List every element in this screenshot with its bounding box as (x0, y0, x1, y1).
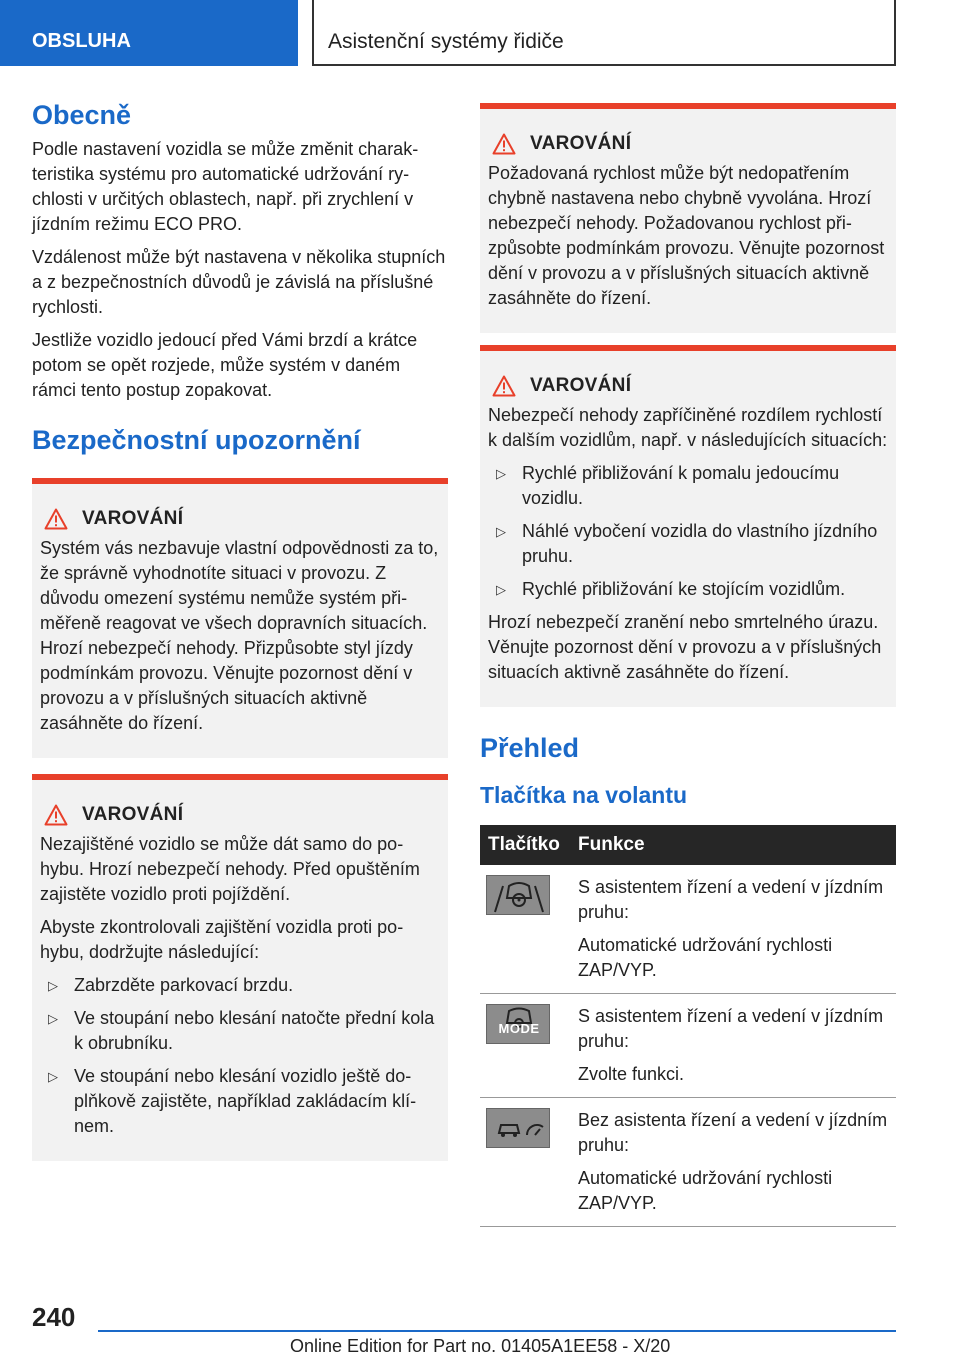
table-row (480, 865, 896, 994)
buttons-table (480, 825, 896, 1227)
function-text: Zvolte funkci. (578, 1064, 685, 1084)
page-number: 240 (32, 1302, 76, 1332)
bullet-triangle-icon: ▷ (48, 1011, 58, 1026)
warning-triangle-icon (44, 508, 68, 530)
left-column (32, 100, 448, 1161)
chapter-title: Asistenční systémy řidiče (312, 0, 896, 66)
warning-text: Abyste zkontrolovali zajištění vozidla proti pohybu, dodržujte následující: (40, 917, 404, 962)
column-header-function: Funkce (570, 825, 896, 865)
warning-triangle-icon (492, 133, 516, 155)
list-item: ▷ Ve stoupání nebo klesání vozidlo ještě doplňkově zajistěte, například zakládacím klínem. (40, 1064, 440, 1139)
bullet-list (40, 973, 440, 1139)
mode-icon-label: MODE (498, 1021, 540, 1036)
function-text: S asistentem řízení a vedení v jízdním pruhu: (578, 1006, 884, 1051)
function-text: Automatické udržování rychlosti ZAP/VYP. (578, 1168, 833, 1213)
warning-label: VAROVÁNÍ (530, 375, 632, 396)
warning-box (480, 345, 896, 707)
warning-triangle-icon (44, 804, 68, 826)
steering-assist-button-icon (486, 875, 550, 915)
heading-safety: Bezpečnostní upozornění (32, 425, 361, 455)
warning-label: VAROVÁNÍ (82, 804, 184, 825)
table-row (480, 1098, 896, 1227)
mode-button-icon (486, 1004, 550, 1044)
warning-label: VAROVÁNÍ (530, 133, 632, 154)
warning-text: Nezajištěné vozidlo se může dát samo do pohybu. Hrozí nebezpečí nehody. Před opuštěním zajistěte vozidlo proti pojíždění. (40, 834, 420, 904)
edition-text: Online Edition for Part no. 01405A1EE58 - X/20 (290, 1336, 671, 1356)
page-header (0, 0, 960, 66)
warning-box (32, 774, 448, 1161)
function-text: Automatické udržování rychlosti ZAP/VYP. (578, 935, 833, 980)
footer-divider (98, 1330, 896, 1332)
paragraph: Podle nastavení vozidla se může změnit charakteristika systému pro automatické udržování rychlosti v určitých oblastech, např. při zrychlení v jízdním režimu ECO PRO. (32, 139, 419, 234)
bullet-triangle-icon: ▷ (48, 1069, 58, 1084)
warning-box (32, 478, 448, 758)
warning-box (480, 103, 896, 333)
paragraph: Vzdálenost může být nastavena v několika stupních a z bezpečnostních důvodů je závislá na příslušné rychlosti. (32, 247, 446, 317)
heading-general: Obecně (32, 100, 132, 130)
bullet-triangle-icon: ▷ (496, 466, 506, 481)
function-text: S asistentem řízení a vedení v jízdním pruhu: (578, 877, 884, 922)
bullet-list (488, 461, 888, 602)
paragraph: Jestliže vozidlo jedoucí před Vámi brzdí a krátce potom se opět rozjede, může systém v daném rámci tento postup zopakovat. (32, 330, 418, 400)
warning-text: Požadovaná rychlost může být nedopatřením chybně nastavena nebo chybně vyvolána. Hrozí nebezpečí nehody. Požadovanou rychlost přizpůsobte podmínkám provozu. Věnujte pozornost dění v provozu a v příslušných situacích aktivně zasáhněte do řízení. (488, 163, 885, 308)
list-item: ▷ Náhlé vybočení vozidla do vlastního jízdního pruhu. (488, 519, 888, 569)
warning-text: Systém vás nezbavuje vlastní odpovědnosti za to, že správně vyhodnotíte situaci v provozu. Z důvodu omezení systému nemůže systém přiměřeně reagovat ve všech dopravních situacích. Hrozí nebezpečí nehody. Přizpůsobte styl jízdy podmínkám provozu. Věnujte pozornost dění v provozu a v příslušných situacích aktivně zasáhněte do řízení. (40, 538, 439, 733)
warning-text: Nebezpečí nehody zapříčiněné rozdílem rychlostí k dalším vozidlům, např. v následujících situacích: (488, 405, 888, 450)
list-item: ▷ Ve stoupání nebo klesání natočte přední kola k obrubníku. (40, 1006, 440, 1056)
warning-label: VAROVÁNÍ (82, 508, 184, 529)
bullet-triangle-icon: ▷ (496, 582, 506, 597)
list-item: ▷ Zabrzděte parkovací brzdu. (40, 973, 440, 998)
warning-triangle-icon (492, 375, 516, 397)
heading-steering-buttons: Tlačítka na volantu (480, 782, 688, 808)
right-column (480, 103, 896, 1227)
heading-overview: Přehled (480, 733, 580, 763)
list-item: ▷ Rychlé přibližování ke stojícím vozidlům. (488, 577, 888, 602)
function-text: Bez asistenta řízení a vedení v jízdním pruhu: (578, 1110, 888, 1155)
column-header-button: Tlačítko (480, 825, 570, 865)
cruise-control-button-icon (486, 1108, 550, 1148)
bullet-triangle-icon: ▷ (496, 524, 506, 539)
list-item: ▷ Rychlé přibližování k pomalu jedoucímu vozidlu. (488, 461, 888, 511)
warning-text: Hrozí nebezpečí zranění nebo smrtelného úrazu. Věnujte pozornost dění v provozu a v příslušných situacích aktivně zasáhněte do řízení. (488, 612, 882, 682)
bullet-triangle-icon: ▷ (48, 978, 58, 993)
table-row (480, 994, 896, 1098)
section-tab: OBSLUHA (0, 0, 298, 66)
